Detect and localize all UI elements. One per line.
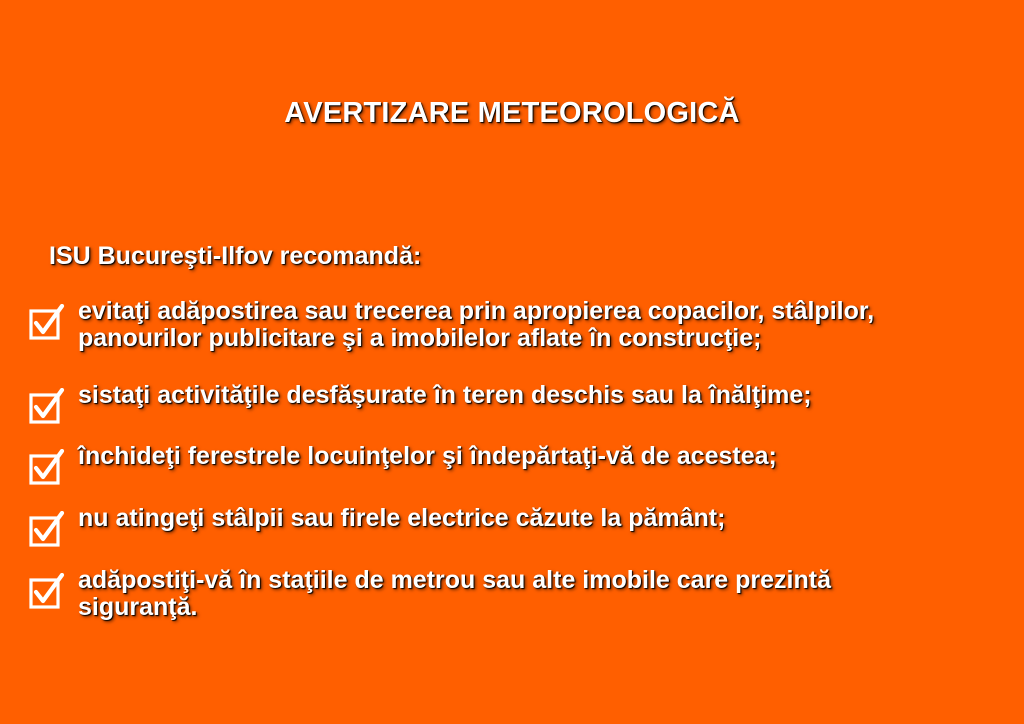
- checkbox-checked-icon: [28, 388, 66, 426]
- list-item-line: adăpostiţi-vă în staţiile de metrou sau alte imobile care prezintă: [78, 566, 831, 594]
- checkbox-checked-icon: [28, 304, 66, 342]
- checkbox-checked-icon: [28, 449, 66, 487]
- list-item: [28, 298, 1018, 352]
- list-item-line: închideţi ferestrele locuinţelor şi îndepărtaţi-vă de acestea;: [78, 442, 777, 470]
- list-item: [28, 443, 1018, 470]
- checkbox-checked-icon: [28, 573, 66, 611]
- list-item-line: sistaţi activităţile desfăşurate în teren deschis sau la înălţime;: [78, 381, 812, 409]
- list-item-line: panourilor publicitare şi a imobilelor aflate în construcţie;: [78, 324, 762, 352]
- list-item-line: siguranţă.: [78, 593, 198, 621]
- list-item: [28, 505, 1018, 532]
- page-title: AVERTIZARE METEOROLOGICĂ: [284, 97, 740, 129]
- list-item-line: evitaţi adăpostirea sau trecerea prin apropierea copacilor, stâlpilor,: [78, 297, 875, 325]
- checkbox-checked-icon: [28, 511, 66, 549]
- list-item: [28, 567, 1018, 621]
- list-item: [28, 382, 1018, 409]
- intro-text: ISU Bucureşti-Ilfov recomandă:: [49, 242, 422, 270]
- list-item-line: nu atingeţi stâlpii sau firele electrice căzute la pământ;: [78, 504, 726, 532]
- recommendation-list: [28, 298, 1018, 621]
